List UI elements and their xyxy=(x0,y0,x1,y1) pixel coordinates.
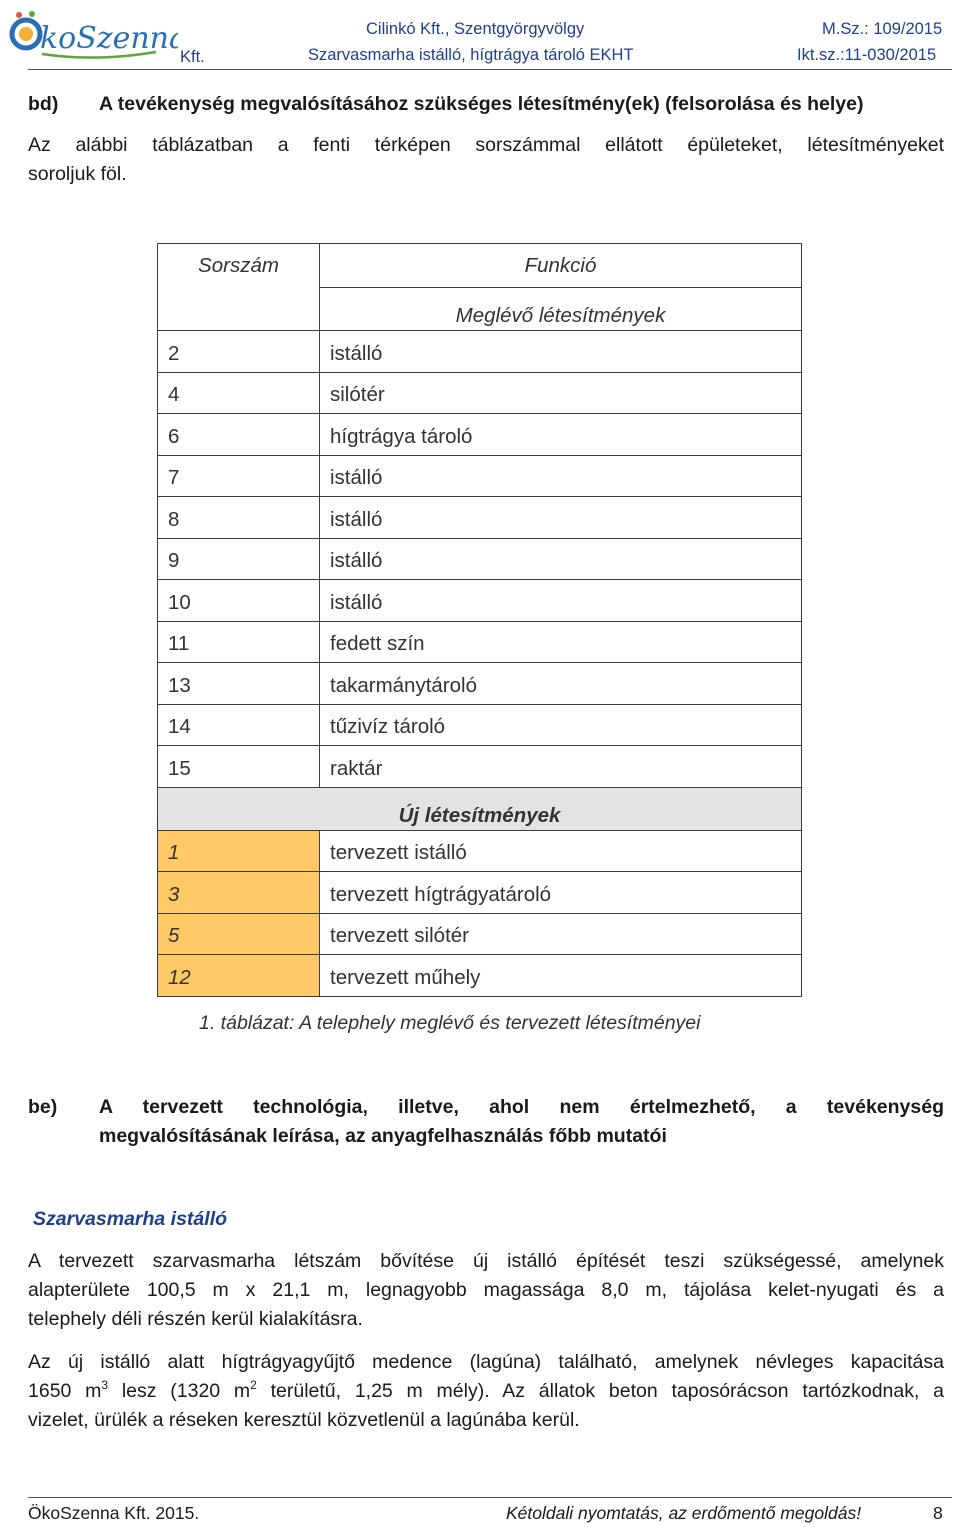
table-row xyxy=(158,746,802,788)
table-row xyxy=(158,955,802,997)
table-row xyxy=(158,704,802,746)
table-row xyxy=(158,913,802,955)
header-iktsz: Ikt.sz.:11-030/2015 xyxy=(797,46,937,64)
section-bd-title: A tevékenység megvalósításához szükséges létesítmény(ek) (felsorolása és helye) xyxy=(99,93,864,115)
table-row xyxy=(158,621,802,663)
row-number: 14 xyxy=(158,704,320,746)
col-header-number: Sorszám xyxy=(158,244,320,331)
table-row xyxy=(158,830,802,872)
svg-text:koSzenna: koSzenna xyxy=(40,21,178,56)
logo-suffix: Kft. xyxy=(180,48,205,66)
stall-p2-line1: Az új istálló alatt hígtrágyagyűjtő medence (lagúna) található, amelynek névleges kapacitása xyxy=(28,1351,944,1373)
table-row xyxy=(158,414,802,456)
row-number: 15 xyxy=(158,746,320,788)
section-be-title-line1: A tervezett technológia, illetve, ahol nem értelmezhető, a tevékenység xyxy=(99,1096,944,1118)
row-number-new: 12 xyxy=(158,955,320,997)
header-msz: M.Sz.: 109/2015 xyxy=(822,20,943,38)
stall-p2-line2-a: 1650 m xyxy=(28,1380,102,1402)
row-function: istálló xyxy=(320,538,802,580)
stall-p1-line2: alapterülete 100,5 m x 21,1 m, legnagyobb magassága 8,0 m, tájolása kelet-nyugati és a xyxy=(28,1279,944,1301)
row-function: takarmánytároló xyxy=(320,663,802,705)
row-function: fedett szín xyxy=(320,621,802,663)
group-label-existing: Meglévő létesítmények xyxy=(320,288,802,331)
row-function: istálló xyxy=(320,497,802,539)
stall-p2-line2-c: területű, 1,25 m mély). Az állatok beton taposórácson tartózkodnak, a xyxy=(256,1380,944,1402)
row-function: istálló xyxy=(320,331,802,373)
row-number: 10 xyxy=(158,580,320,622)
table-row xyxy=(158,872,802,914)
row-function: raktár xyxy=(320,746,802,788)
table-caption: 1. táblázat: A telephely meglévő és tervezett létesítményei xyxy=(199,1012,701,1034)
row-number-new: 3 xyxy=(158,872,320,914)
row-number: 4 xyxy=(158,372,320,414)
footer-divider xyxy=(28,1497,952,1498)
row-number: 2 xyxy=(158,331,320,373)
stall-p2-line2 xyxy=(28,1377,944,1407)
stall-p1-line1: A tervezett szarvasmarha létszám bővítése új istálló építését teszi szükségessé, amelynek xyxy=(28,1250,944,1272)
table-row xyxy=(158,372,802,414)
row-function: hígtrágya tároló xyxy=(320,414,802,456)
row-function: silótér xyxy=(320,372,802,414)
table-header-row xyxy=(158,244,802,288)
stall-p2-sup2: 2 xyxy=(250,1378,257,1392)
stall-p2-line3: vizelet, ürülék a réseken keresztül közvetlenül a lagúnába kerül. xyxy=(28,1409,580,1431)
stall-p2-line2-b: lesz (1320 m xyxy=(108,1380,251,1402)
table-row xyxy=(158,580,802,622)
row-number: 9 xyxy=(158,538,320,580)
row-function: tervezett hígtrágyatároló xyxy=(320,872,802,914)
section-bd-label: bd) xyxy=(28,93,59,115)
facilities-table xyxy=(157,243,802,997)
group-row-new xyxy=(158,787,802,830)
page-number: 8 xyxy=(933,1503,943,1523)
stall-p1-line3: telephely déli részén kerül kialakításra. xyxy=(28,1308,363,1330)
col-header-function: Funkció xyxy=(320,244,802,288)
row-number: 13 xyxy=(158,663,320,705)
row-function: istálló xyxy=(320,580,802,622)
row-number: 7 xyxy=(158,455,320,497)
footer-left: ÖkoSzenna Kft. 2015. xyxy=(28,1503,200,1523)
row-number-new: 1 xyxy=(158,830,320,872)
group-label-new: Új létesítmények xyxy=(158,787,802,830)
section-bd-intro-line2: soroljuk föl. xyxy=(28,163,127,185)
row-function: tűzivíz tároló xyxy=(320,704,802,746)
row-function: tervezett silótér xyxy=(320,913,802,955)
row-function: tervezett istálló xyxy=(320,830,802,872)
section-be-title-line2: megvalósításának leírása, az anyagfelhasználás főbb mutatói xyxy=(99,1125,667,1147)
table-row xyxy=(158,538,802,580)
table-row xyxy=(158,497,802,539)
footer-slogan: Kétoldali nyomtatás, az erdőmentő megoldás! xyxy=(506,1503,862,1523)
header-company: Cilinkó Kft., Szentgyörgyvölgy xyxy=(366,20,585,38)
table-row xyxy=(158,663,802,705)
row-number: 6 xyxy=(158,414,320,456)
header-divider xyxy=(28,69,952,70)
subsection-title: Szarvasmarha istálló xyxy=(33,1208,228,1230)
row-number-new: 5 xyxy=(158,913,320,955)
table-row xyxy=(158,331,802,373)
company-logo xyxy=(6,4,178,66)
section-bd-intro-line1: Az alábbi táblázatban a fenti térképen sorszámmal ellátott épületeket, létesítményeket xyxy=(28,134,944,156)
row-function: istálló xyxy=(320,455,802,497)
table-row xyxy=(158,455,802,497)
row-number: 11 xyxy=(158,621,320,663)
stall-p2-sup1: 3 xyxy=(101,1378,109,1392)
header-project: Szarvasmarha istálló, hígtrágya tároló EKHT xyxy=(308,46,634,64)
row-function: tervezett műhely xyxy=(320,955,802,997)
row-number: 8 xyxy=(158,497,320,539)
section-be-label: be) xyxy=(28,1096,58,1118)
